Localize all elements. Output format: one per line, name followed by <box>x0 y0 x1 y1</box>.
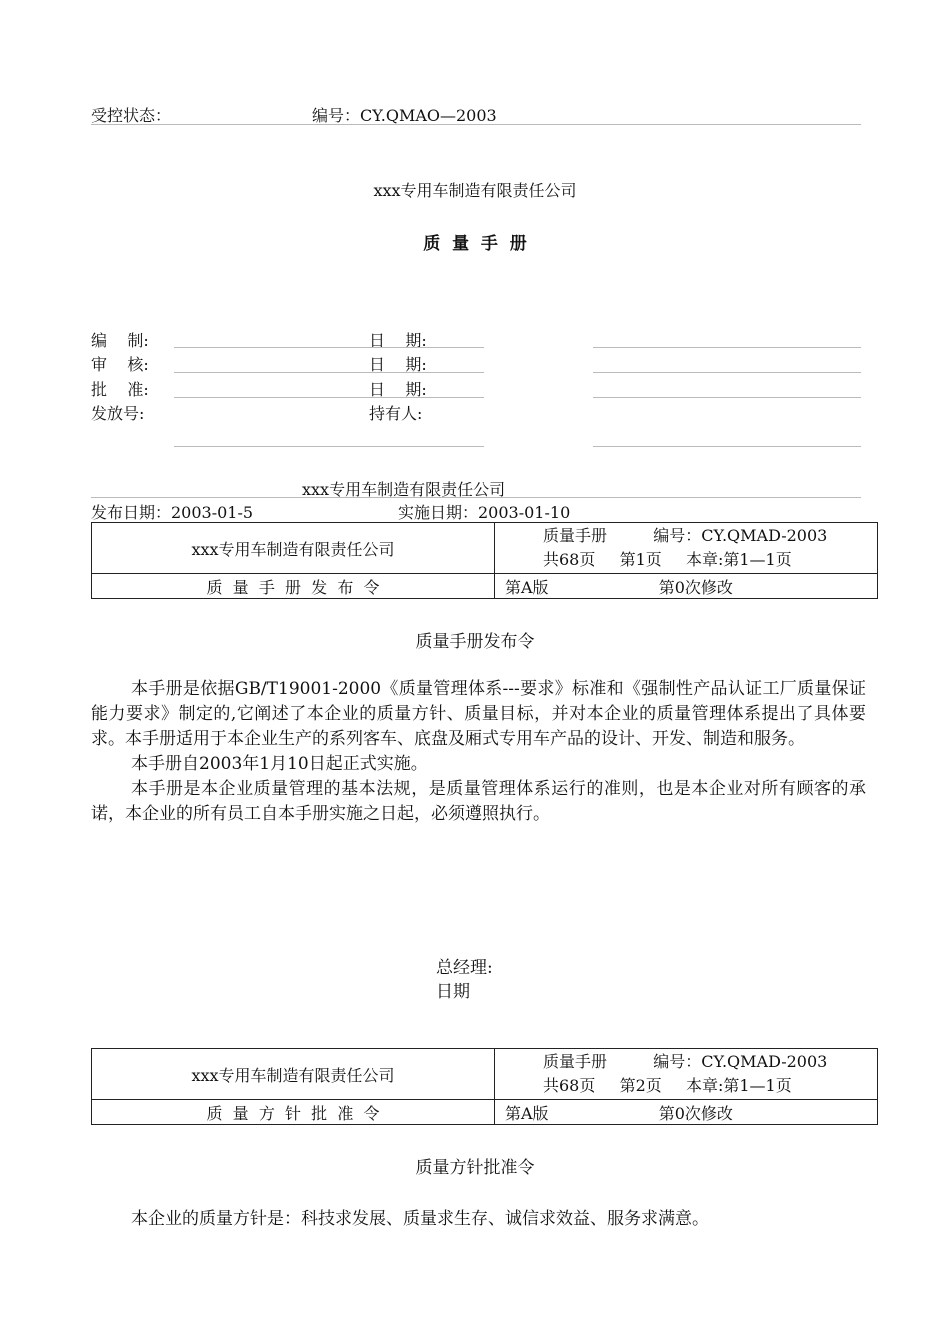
release-paragraph: 本手册是依据GB/T19001-2000《质量管理体系---要求》标准和《强制性产品认证工厂质量保证能力要求》制定的,它阐述了本企业的质量方针、质量目标，并对本企业的质量管理体系提出了具体要求。本手册适用于本企业生产的系列客车、底盘及厢式专用车产品的设计、开发、制造和服务。 <box>91 679 866 749</box>
date-label: 日 期: <box>369 380 427 399</box>
total-pages: 共68页 <box>543 1076 596 1095</box>
manual-label: 质量手册 <box>543 526 608 545</box>
footer-rule <box>91 497 861 498</box>
manual-title: 质 量 手 册 <box>423 234 527 254</box>
signature-line <box>174 397 484 398</box>
general-manager-label: 总经理: <box>436 958 493 978</box>
release-order-heading: 质量手册发布令 <box>415 632 535 652</box>
revision: 第0次修改 <box>658 1103 733 1123</box>
section-title-cell: 质 量 方 针 批 准 令 <box>92 1100 495 1125</box>
signature-line <box>174 347 484 348</box>
doc-code: 编号：CY.QMAD-2003 <box>653 526 828 545</box>
edition: 第A版 <box>505 1103 549 1123</box>
total-pages: 共68页 <box>543 550 596 569</box>
version-cell <box>495 1100 878 1125</box>
document-header-table <box>91 522 878 599</box>
issue-number-label: 发放号: <box>91 404 145 423</box>
chapter-pages: 本章:第1—1页 <box>685 1076 792 1095</box>
effective-date: 实施日期：2003-01-10 <box>398 503 571 522</box>
release-paragraph: 本手册是本企业质量管理的基本法规，是质量管理体系运行的准则，也是本企业对所有顾客的承诺，本企业的所有员工自本手册实施之日起，必须遵照执行。 <box>91 779 866 824</box>
section-title-cell: 质 量 手 册 发 布 令 <box>92 574 495 599</box>
policy-order-heading: 质量方针批准令 <box>415 1158 535 1178</box>
signature-line <box>174 446 484 447</box>
table-company-cell: xxx专用车制造有限责任公司 <box>92 1049 495 1100</box>
date-label: 日 期: <box>369 355 427 374</box>
document-header-table <box>91 1048 878 1125</box>
signature-line <box>593 372 861 373</box>
signature-line <box>593 347 861 348</box>
chapter-pages: 本章:第1—1页 <box>685 550 792 569</box>
date-label: 日 期: <box>369 331 427 350</box>
page-number: 第1页 <box>619 550 662 569</box>
doc-number: 编号：CY.QMAO—2003 <box>312 106 497 125</box>
approve-label: 批 准: <box>91 380 149 399</box>
quality-policy-text: 本企业的质量方针是：科技求发展、质量求生存、诚信求效益、服务求满意。 <box>131 1209 709 1229</box>
table-meta-cell <box>495 1049 878 1100</box>
revision: 第0次修改 <box>658 577 733 597</box>
control-status-label: 受控状态： <box>91 106 172 125</box>
compile-label: 编 制: <box>91 331 149 350</box>
review-label: 审 核: <box>91 355 149 374</box>
signature-line <box>174 372 484 373</box>
release-paragraph: 本手册自2003年1月10日起正式实施。 <box>131 754 428 774</box>
header-rule <box>91 124 861 125</box>
release-order-body <box>91 677 866 827</box>
table-meta-cell <box>495 523 878 574</box>
edition: 第A版 <box>505 577 549 597</box>
footer-company-name: xxx专用车制造有限责任公司 <box>302 480 506 499</box>
manual-label: 质量手册 <box>543 1052 608 1071</box>
version-cell <box>495 574 878 599</box>
publish-date: 发布日期：2003-01-5 <box>91 503 254 522</box>
signature-date-label: 日期 <box>436 982 470 1002</box>
doc-code: 编号：CY.QMAD-2003 <box>653 1052 828 1071</box>
table-company-cell: xxx专用车制造有限责任公司 <box>92 523 495 574</box>
signature-line <box>593 446 861 447</box>
signature-line <box>593 397 861 398</box>
company-name: xxx专用车制造有限责任公司 <box>373 181 577 200</box>
holder-label: 持有人: <box>369 404 423 423</box>
page-number: 第2页 <box>619 1076 662 1095</box>
